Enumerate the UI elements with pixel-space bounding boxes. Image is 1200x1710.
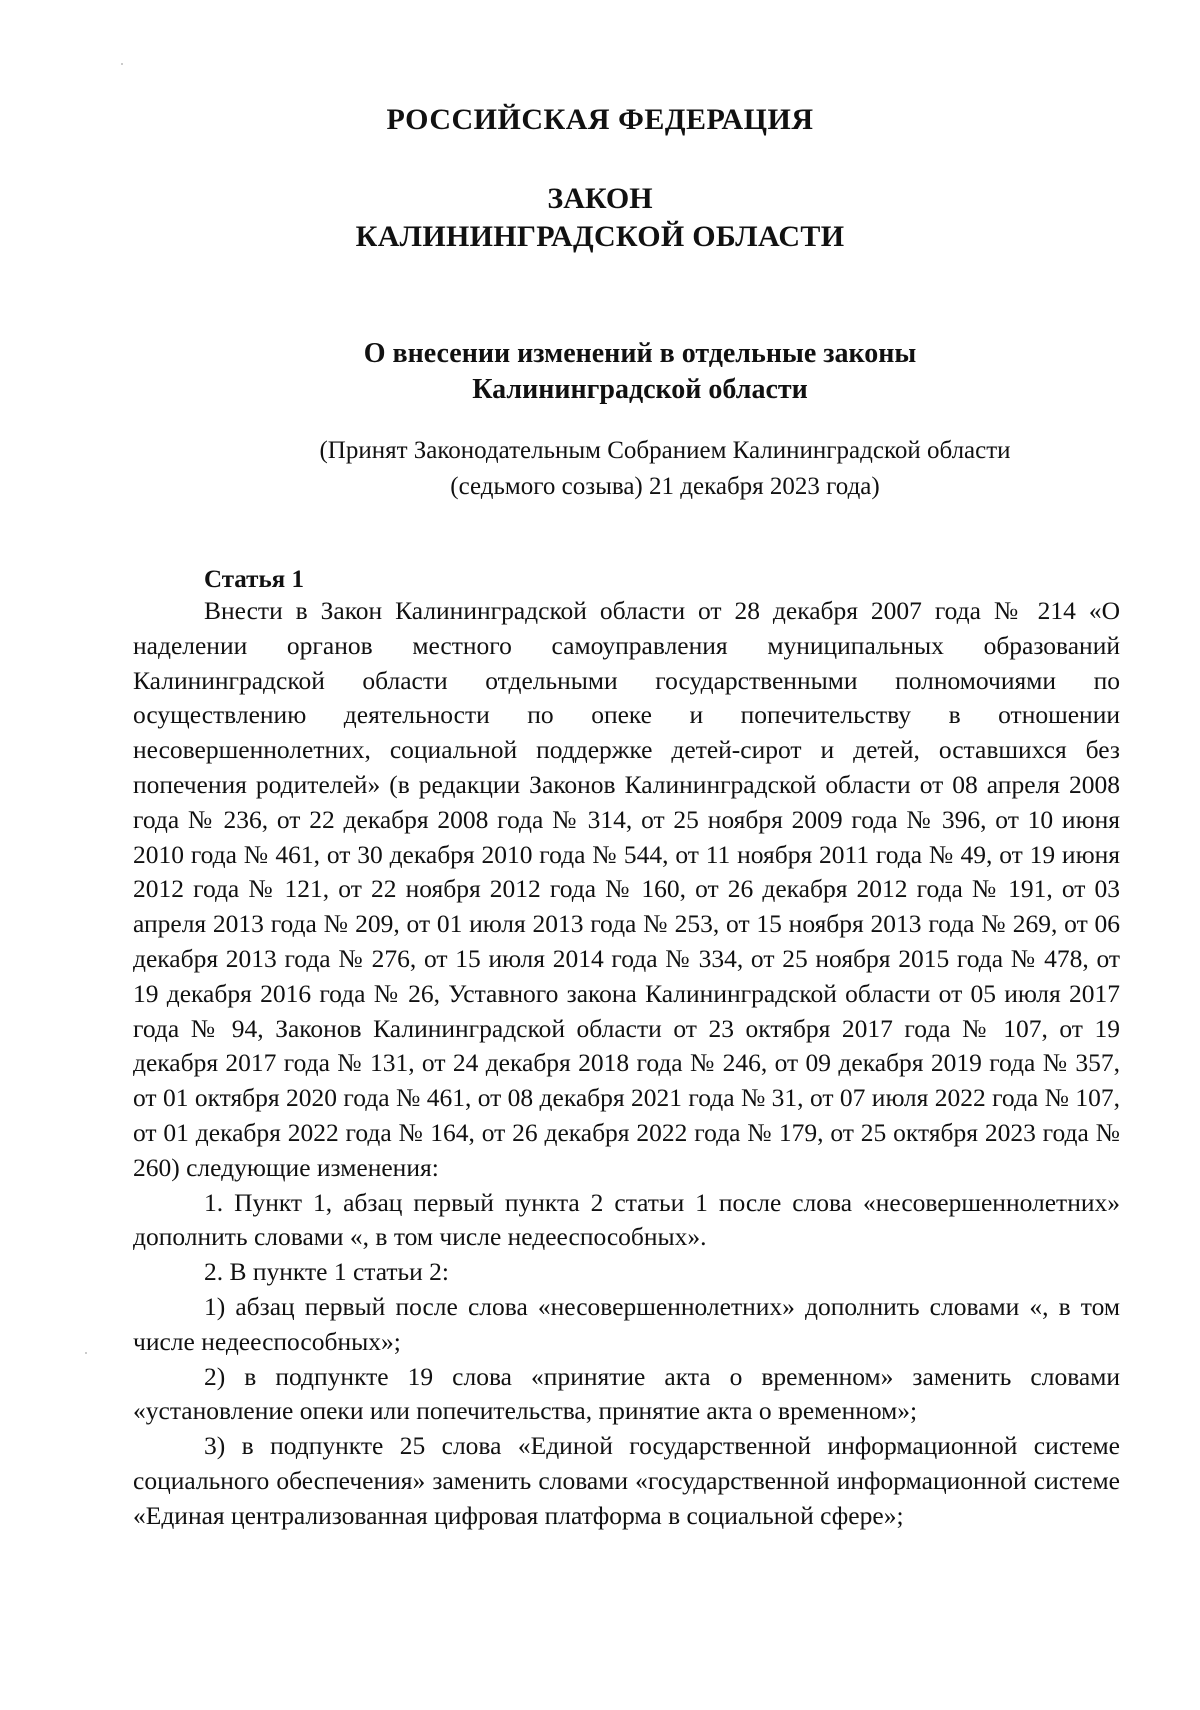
law-heading: ЗАКОН bbox=[547, 182, 653, 215]
law-subject-title bbox=[140, 336, 1140, 408]
subitem-2-paragraph: 2) в подпункте 19 слова «принятие акта о временном» заменить словами «установление опеки или попечительства, принятие акта о временном»; bbox=[133, 1361, 1120, 1426]
federation-heading: РОССИЙСКАЯ ФЕДЕРАЦИЯ bbox=[386, 103, 814, 136]
region-heading: КАЛИНИНГРАДСКОЙ ОБЛАСТИ bbox=[355, 220, 845, 253]
article-title: Статья 1 bbox=[204, 566, 304, 593]
article-intro-paragraph: Внести в Закон Калининградской области от 28 декабря 2007 года № 214 «О наделении органов местного самоуправления муниципальных образований Калининградской области отдельными государственными полномочиями по осуществлению деятельности по опеке и попечительству в отношении несовершеннолетних, социальной поддержке детей-сирот и детей, оставшихся без попечения родителей» (в редакции Законов Калининградской области от 08 апреля 2008 года № 236, от 22 декабря 2008 года № 314, от 25 ноября 2009 года № 396, от 10 июня 2010 года № 461, от 30 декабря 2010 года № 544, от 11 ноября 2011 года № 49, от 19 июня 2012 года № 121, от 22 ноября 2012 года № 160, от 26 декабря 2012 года № 191, от 03 апреля 2013 года № 209, от 01 июля 2013 года № 253, от 15 ноября 2013 года № 269, от 06 декабря 2013 года № 276, от 15 июля 2014 года № 334, от 25 ноября 2015 года № 478, от 19 декабря 2016 года № 26, Уставного закона Калининградской области от 05 июля 2017 года № 94, Законов Калининградской области от 23 октября 2017 года № 107, от 19 декабря 2017 года № 131, от 24 декабря 2018 года № 246, от 09 декабря 2019 года № 357, от 01 октября 2020 года № 461, от 08 декабря 2021 года № 31, от 07 июля 2022 года № 107, от 01 декабря 2022 года № 164, от 26 декабря 2022 года № 179, от 25 октября 2023 года № 260) следующие изменения: bbox=[133, 596, 1120, 1182]
scan-speck bbox=[85, 1352, 87, 1354]
item-2-paragraph: 2. В пункте 1 статьи 2: bbox=[204, 1257, 450, 1287]
article-body bbox=[133, 594, 1120, 1534]
subitem-1-paragraph: 1) абзац первый после слова «несовершеннолетних» дополнить словами «, в том числе недееспособных»; bbox=[133, 1291, 1120, 1356]
adoption-line-2: (седьмого созыва) 21 декабря 2023 года) bbox=[450, 473, 880, 500]
item-1-paragraph: 1. Пункт 1, абзац первый пункта 2 статьи 1 после слова «несовершеннолетних» дополнить словами «, в том числе недееспособных». bbox=[133, 1187, 1120, 1252]
subject-line-2: Калининградской области bbox=[472, 374, 808, 405]
scan-speck bbox=[121, 63, 123, 65]
subject-line-1: О внесении изменений в отдельные законы bbox=[363, 338, 917, 369]
subitem-3-paragraph: 3) в подпункте 25 слова «Единой государственной информационной системе социального обеспечения» заменить словами «государственной информационной системе «Единая централизованная цифровая платформа в социальной сфере»; bbox=[133, 1431, 1120, 1530]
adoption-line-1: (Принят Законодательным Собранием Калининградской области bbox=[319, 437, 1011, 464]
adoption-note bbox=[230, 433, 1100, 505]
